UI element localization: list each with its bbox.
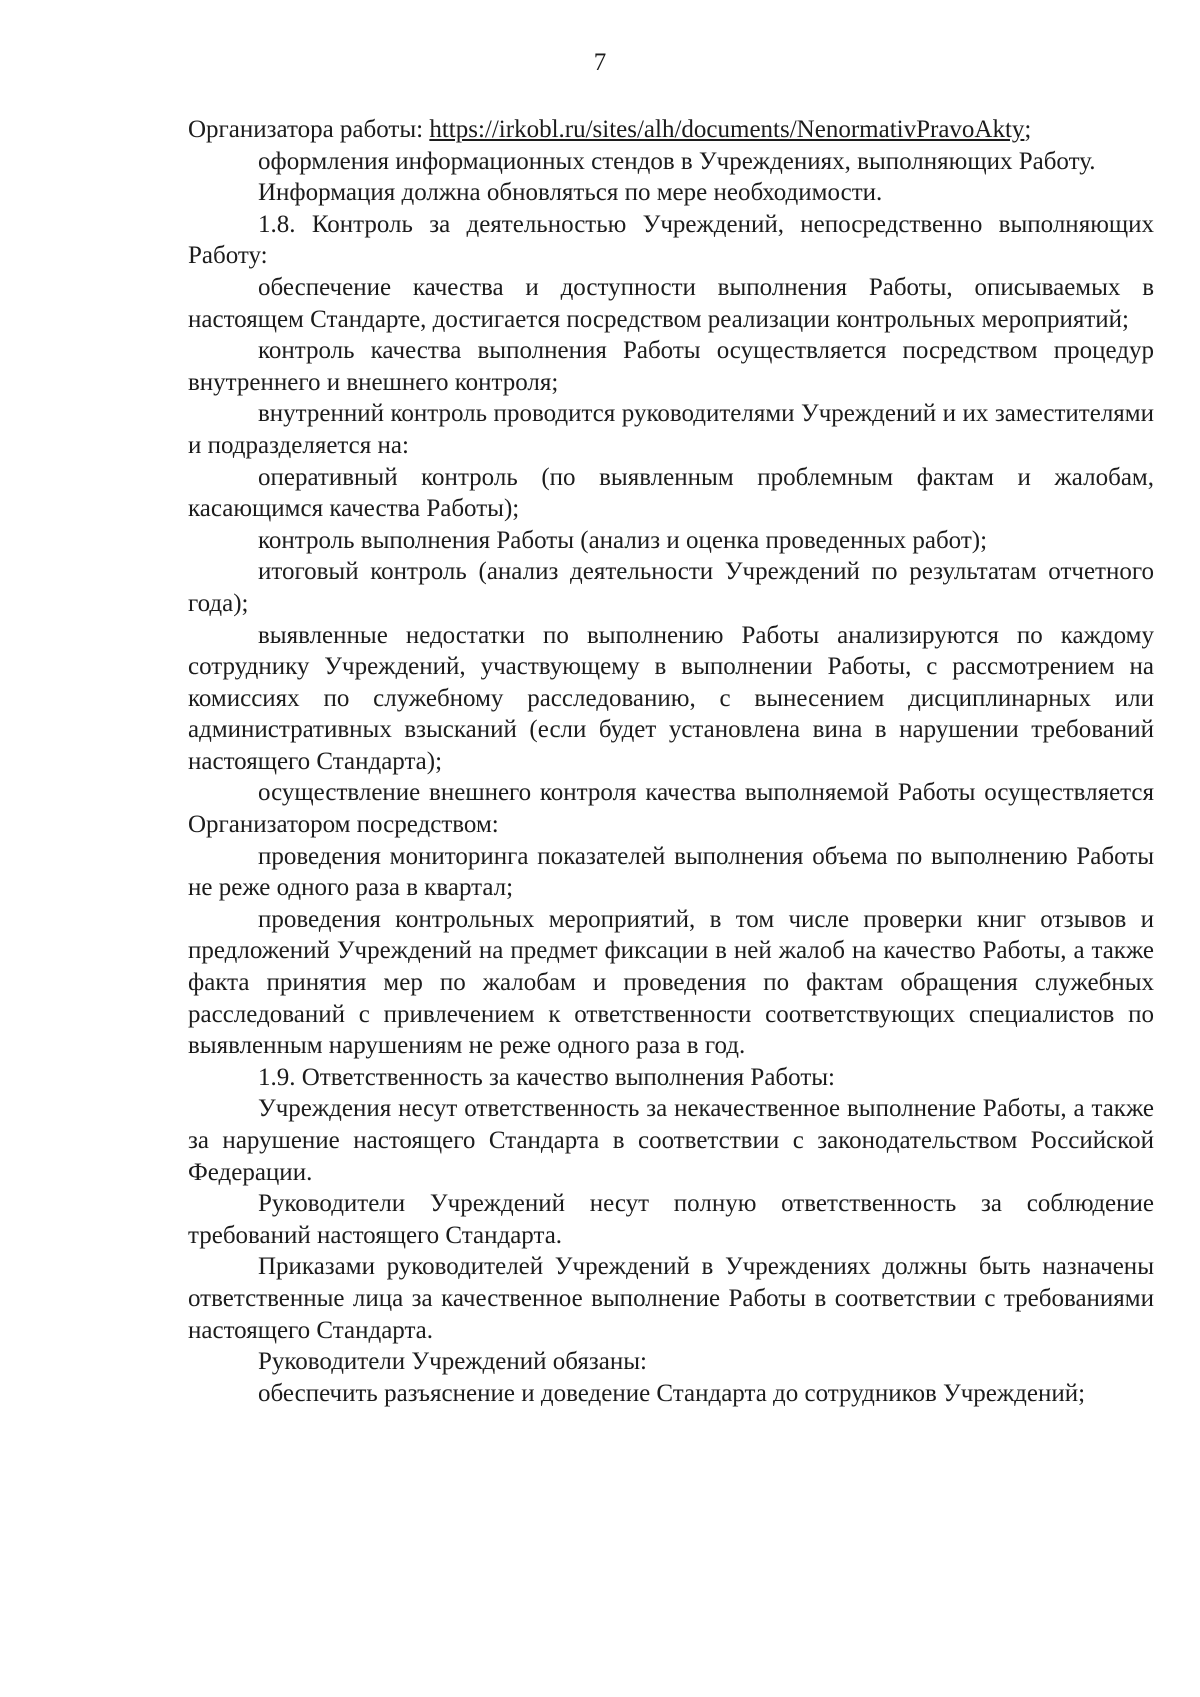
paragraph: Руководители Учреждений обязаны: <box>258 1348 647 1376</box>
paragraph-lead-text: Организатора работы: <box>188 116 430 143</box>
paragraph: осуществление внешнего контроля качества выполняемой Работы осуществляется Организатором посредством: <box>188 779 1154 839</box>
paragraph: проведения мониторинга показателей выполнения объема по выполнению Работы не реже одного раза в квартал; <box>188 842 1154 902</box>
paragraph: Приказами руководителей Учреждений в Учреждениях должны быть назначены ответственные лица за качественное выполнение Работы в соответствии с требованиями настоящего Стандарта. <box>188 1253 1154 1344</box>
paragraph: обеспечить разъяснение и доведение Стандарта до сотрудников Учреждений; <box>258 1379 1086 1407</box>
paragraph: внутренний контроль проводится руководителями Учреждений и их заместителями и подразделяется на: <box>188 400 1154 459</box>
document-body <box>188 114 1154 1409</box>
section-heading-1-9: 1.9. Ответственность за качество выполнения Работы: <box>258 1063 835 1091</box>
paragraph: контроль выполнения Работы (анализ и оценка проведенных работ); <box>258 526 988 554</box>
paragraph: выявленные недостатки по выполнению Работы анализируются по каждому сотруднику Учреждений, участвующему в выполнении Работы, с рассмотрением на комиссиях по служебному расследованию, с вынесением дисциплинарных или административных взысканий (если будет установлена вина в нарушении требований настоящего Стандарта); <box>188 621 1154 775</box>
paragraph: Учреждения несут ответственность за некачественное выполнение Работы, а также за нарушение настоящего Стандарта в соответствии с законодательством Российской Федерации. <box>188 1095 1154 1186</box>
paragraph: итоговый контроль (анализ деятельности Учреждений по результатам отчетного года); <box>188 558 1154 617</box>
paragraph: оформления информационных стендов в Учреждениях, выполняющих Работу. <box>258 147 1096 175</box>
page-number: 7 <box>593 49 607 76</box>
paragraph: оперативный контроль (по выявленным проблемным фактам и жалобам, касающимся качества Работы); <box>188 463 1154 523</box>
paragraph: обеспечение качества и доступности выполнения Работы, описываемых в настоящем Стандарте, достигается посредством реализации контрольных мероприятий; <box>188 273 1154 333</box>
paragraph-tail-text: ; <box>1024 116 1032 143</box>
paragraph: Руководители Учреждений несут полную ответственность за соблюдение требований настоящего Стандарта. <box>188 1190 1154 1249</box>
document-url-link[interactable]: https://irkobl.ru/sites/alh/documents/NenormativPravoAkty <box>429 116 1025 143</box>
paragraph: Информация должна обновляться по мере необходимости. <box>258 179 883 207</box>
paragraph: контроль качества выполнения Работы осуществляется посредством процедур внутреннего и внешнего контроля; <box>188 337 1154 396</box>
section-heading-1-8: 1.8. Контроль за деятельностью Учреждений, непосредственно выполняющих Работу: <box>188 210 1154 270</box>
paragraph-organizer-link <box>188 114 1154 146</box>
paragraph: проведения контрольных мероприятий, в том числе проверки книг отзывов и предложений Учреждений на предмет фиксации в ней жалоб на качество Работы, а также факта принятия мер по жалобам и проведения по фактам обращения служебных расследований с привлечением к ответственности соответствующих специалистов по выявленным нарушениям не реже одного раза в год. <box>188 905 1154 1060</box>
